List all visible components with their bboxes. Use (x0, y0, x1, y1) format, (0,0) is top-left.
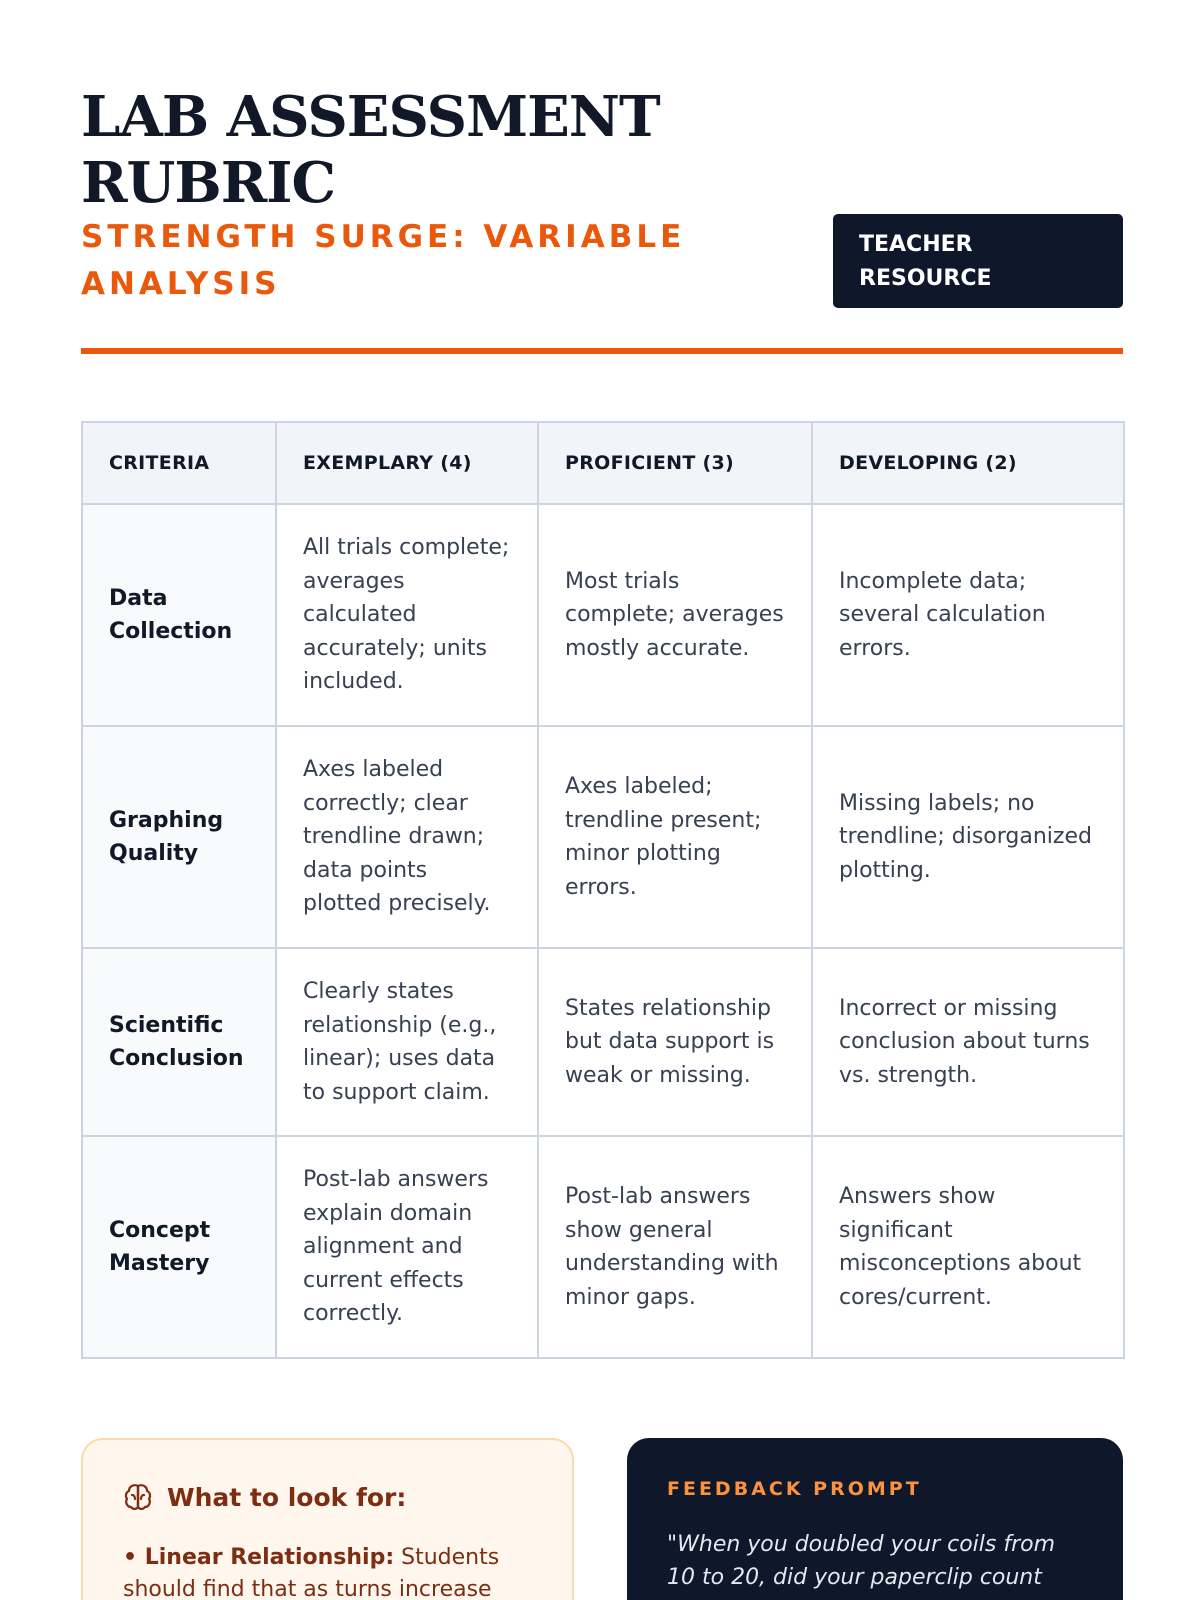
exemplary-cell: All trials complete; averages calculated accurately; units included. (276, 504, 538, 726)
exemplary-cell: Clearly states relationship (e.g., linear); uses data to support claim. (276, 948, 538, 1136)
proficient-cell: Axes labeled; trendline present; minor plotting errors. (538, 726, 812, 948)
developing-cell: Answers show significant misconceptions about cores/current. (812, 1136, 1124, 1358)
criteria-cell: Data Collection (82, 504, 276, 726)
column-header-developing: DEVELOPING (2) (812, 422, 1124, 504)
page-title: LAB ASSESSMENT RUBRIC (81, 84, 660, 216)
developing-cell: Incomplete data; several calculation errors. (812, 504, 1124, 726)
exemplary-cell: Axes labeled correctly; clear trendline drawn; data points plotted precisely. (276, 726, 538, 948)
list-item-text: Students should find that as turns increase (123, 1545, 500, 1600)
feedback-prompt-card (627, 1438, 1123, 1600)
list-item-lead: • Linear Relationship: (123, 1545, 395, 1570)
table-header-row (82, 422, 1124, 504)
proficient-cell: Post-lab answers show general understanding with minor gaps. (538, 1136, 812, 1358)
page-subtitle: STRENGTH SURGE: VARIABLE ANALYSIS (81, 219, 686, 302)
table-row (82, 1136, 1124, 1358)
developing-cell: Missing labels; no trendline; disorganized plotting. (812, 726, 1124, 948)
header-divider (81, 348, 1123, 354)
what-to-look-for-card (81, 1438, 574, 1600)
proficient-cell: States relationship but data support is weak or missing. (538, 948, 812, 1136)
column-header-criteria: CRITERIA (82, 422, 276, 504)
criteria-cell: Scientific Conclusion (82, 948, 276, 1136)
feedback-label: FEEDBACK PROMPT (667, 1478, 922, 1500)
look-for-list (123, 1542, 532, 1600)
developing-cell: Incorrect or missing conclusion about turns vs. strength. (812, 948, 1124, 1136)
column-header-proficient: PROFICIENT (3) (538, 422, 812, 504)
column-header-exemplary: EXEMPLARY (4) (276, 422, 538, 504)
list-item (123, 1542, 532, 1600)
feedback-text: "When you doubled your coils from 10 to 20, did your paperclip count (667, 1532, 1056, 1590)
criteria-cell: Graphing Quality (82, 726, 276, 948)
table-row (82, 726, 1124, 948)
look-for-title: What to look for: (167, 1482, 407, 1512)
criteria-cell: Concept Mastery (82, 1136, 276, 1358)
teacher-resource-badge: TEACHER RESOURCE (833, 214, 1123, 308)
exemplary-cell: Post-lab answers explain domain alignment and current effects correctly. (276, 1136, 538, 1358)
table-row (82, 504, 1124, 726)
page-header (81, 0, 1098, 356)
rubric-table (81, 421, 1125, 1359)
proficient-cell: Most trials complete; averages mostly accurate. (538, 504, 812, 726)
look-for-heading (123, 1482, 532, 1512)
brain-icon (123, 1482, 153, 1512)
table-row (82, 948, 1124, 1136)
